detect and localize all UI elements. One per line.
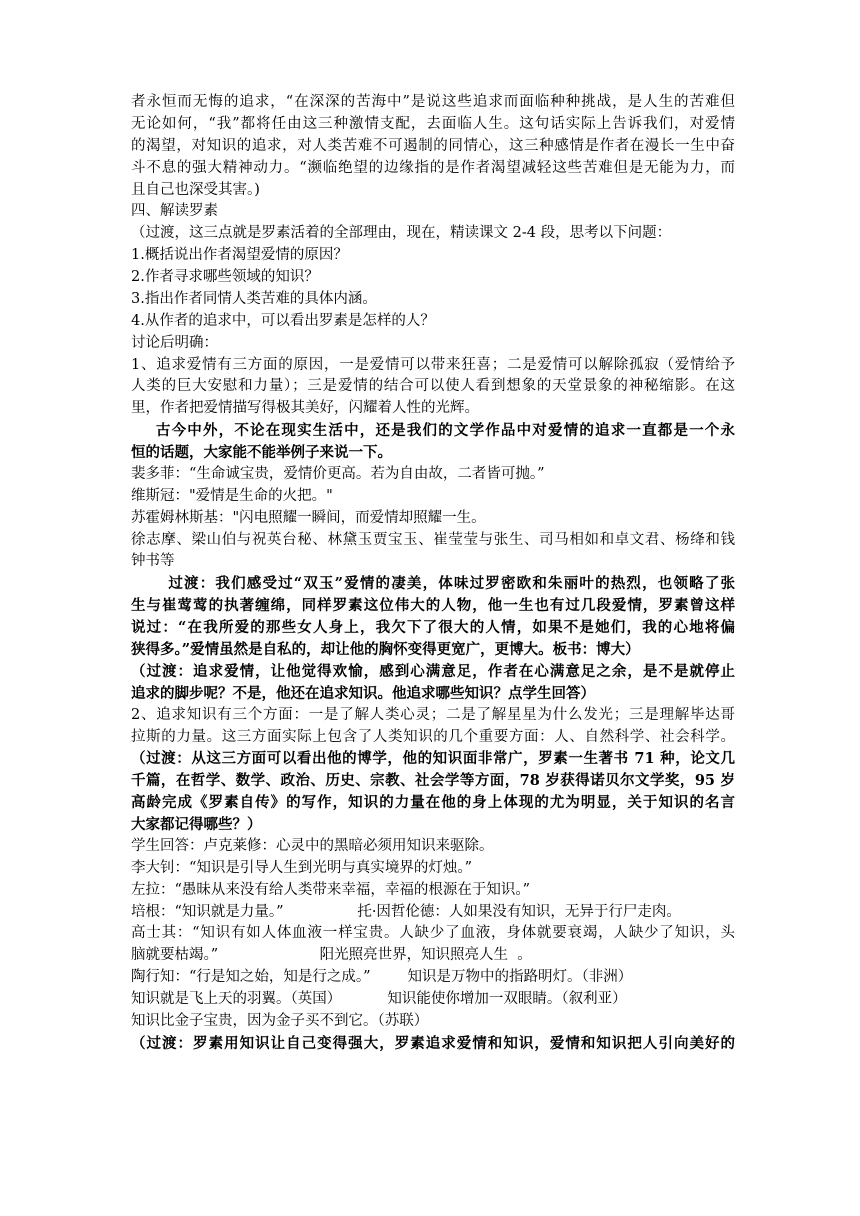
text-line: 讨论后明确： bbox=[131, 334, 218, 351]
text-line: 古今中外，不论在现实生活中，还是我们的文学作品中对爱情的追求一直都是一个永 bbox=[131, 422, 735, 440]
text-line: （过渡，这三点就是罗素活着的全部理由，现在，精读课文 2-4 段，思考以下问题： bbox=[131, 225, 672, 242]
text-line: （过渡：罗素用知识让自己变得强大，罗素追求爱情和知识，爱情和知识把人引向美好的 bbox=[131, 1034, 735, 1052]
text-line: 拉斯的力量。这三方面实际上包含了人类知识的几个重要方面：人、自然科学、社会科学。 bbox=[131, 728, 735, 745]
text-line: 千篇，在哲学、数学、政治、历史、宗教、社会学等方面，78 岁获得诺贝尔文学奖，95 岁 bbox=[131, 772, 735, 790]
text-line: 知识比金子宝贵，因为金子买不到它。（苏联） bbox=[131, 1012, 429, 1029]
text-line: 狭得多。”爱情虽然是自私的，却让他的胸怀变得更宽广，更博大。板书：博大） bbox=[131, 641, 640, 658]
text-line: （过渡：追求爱情，让他觉得欢愉，感到心满意足，作者在心满意足之余，是不是就停止 bbox=[131, 662, 735, 680]
text-line: 人类的巨大安慰和力量）；三是爱情的结合可以使人看到想象的天堂景象的神秘缩影。在这 bbox=[131, 378, 735, 395]
text-line: 左拉：“愚昧从来没有给人类带来幸福，幸福的根源在于知识。” bbox=[131, 881, 531, 898]
text-line: 斗不息的强大精神动力。“濒临绝望的边缘指的是作者渴望减轻这些苦难但是无能为力，而 bbox=[131, 159, 735, 176]
text-line: 说过：“在我所爱的那些女人身上，我欠下了很大的人情，如果不是她们，我的心地将偏 bbox=[131, 619, 735, 637]
text-line: 陶行知：“行是知之始，知是行之成。” 知识是万物中的指路明灯。（非洲） bbox=[131, 969, 633, 986]
text-line: 大家都记得哪些？） bbox=[131, 816, 262, 834]
text-line: 且自己也深受其害。) bbox=[131, 181, 260, 198]
text-line: 高士其：“知识有如人体血液一样宝贵。人缺少了血液，身体就要衰竭，人缺少了知识，头 bbox=[131, 925, 735, 942]
text-line: 钟书等 bbox=[131, 553, 175, 570]
text-line: 维斯冠："爱情是生命的火把。" bbox=[131, 487, 333, 504]
text-line: 3.指出作者同情人类苦难的具体内涵。 bbox=[131, 290, 377, 307]
text-line: 裴多菲：“生命诚宝贵，爱情价更高。若为自由故，二者皆可抛。” bbox=[131, 465, 545, 482]
text-line: 4.从作者的追求中，可以看出罗素是怎样的人？ bbox=[131, 312, 435, 329]
text-line: 过渡：我们感受过“双玉”爱情的凄美，体味过罗密欧和朱丽叶的热烈，也领略了张 bbox=[131, 575, 735, 593]
text-line: 无论如何，“我”都将任由这三种激情支配，去面临人生。这句话实际上告诉我们，对爱情 bbox=[131, 115, 735, 132]
text-line: 里，作者把爱情描写得极其美好，闪耀着人性的光辉。 bbox=[131, 400, 479, 417]
text-line: 知识就是飞上天的羽翼。（英国） 知识能使你增加一双眼睛。（叙利亚） bbox=[131, 991, 627, 1008]
text-line: 2.作者寻求哪些领域的知识？ bbox=[131, 269, 319, 286]
text-line: 脑就要枯竭。” 阳光照亮世界，知识照亮人生 。 bbox=[131, 947, 532, 964]
text-line: 生与崔莺莺的执著缠绵，同样罗素这位伟大的人物，他一生也有过几段爱情，罗素曾这样 bbox=[131, 597, 735, 615]
text-line: 恒的话题，大家能不能举例子来说一下。 bbox=[131, 444, 392, 462]
text-line: 高龄完成《罗素自传》的写作，知识的力量在他的身上体现的尤为明显，关于知识的名言 bbox=[131, 794, 735, 812]
text-line: 培根：“知识就是力量。” 托·因哲伦德：人如果没有知识，无异于行尸走肉。 bbox=[131, 903, 681, 920]
text-line: 四、解读罗素 bbox=[131, 203, 218, 220]
text-line: 徐志摩、梁山伯与祝英台秘、林黛玉贾宝玉、崔莹莹与张生、司马相如和卓文君、杨绛和钱 bbox=[131, 531, 735, 548]
text-line: 者永恒而无悔的追求，“在深深的苦海中”是说这些追求而面临种种挑战，是人生的苦难但 bbox=[131, 94, 735, 110]
text-line: 2、追求知识有三个方面：一是了解人类心灵；二是了解星星为什么发光；三是理解毕达哥 bbox=[131, 706, 735, 723]
text-line: 的渴望，对知识的追求，对人类苦难不可遏制的同情心，这三种感情是作者在漫长一生中奋 bbox=[131, 137, 735, 154]
text-line: 学生回答：卢克莱修：心灵中的黑暗必须用知识来驱除。 bbox=[131, 837, 494, 854]
text-line: 1、追求爱情有三方面的原因，一是爱情可以带来狂喜；二是爱情可以解除孤寂（爱情给予 bbox=[131, 356, 735, 373]
text-line: （过渡：从这三方面可以看出他的博学，他的知识面非常广，罗素一生著书 71 种，论文几 bbox=[131, 750, 735, 768]
text-line: 李大钊：“知识是引导人生到光明与真实境界的灯烛。” bbox=[131, 859, 473, 876]
text-line: 1.概括说出作者渴望爱情的原因？ bbox=[131, 247, 348, 264]
text-line: 追求的脚步呢？不是，他还在追求知识。他追求哪些知识？点学生回答） bbox=[131, 684, 595, 702]
text-line: 苏霍姆林斯基："闪电照耀一瞬间，而爱情却照耀一生。 bbox=[131, 509, 486, 526]
